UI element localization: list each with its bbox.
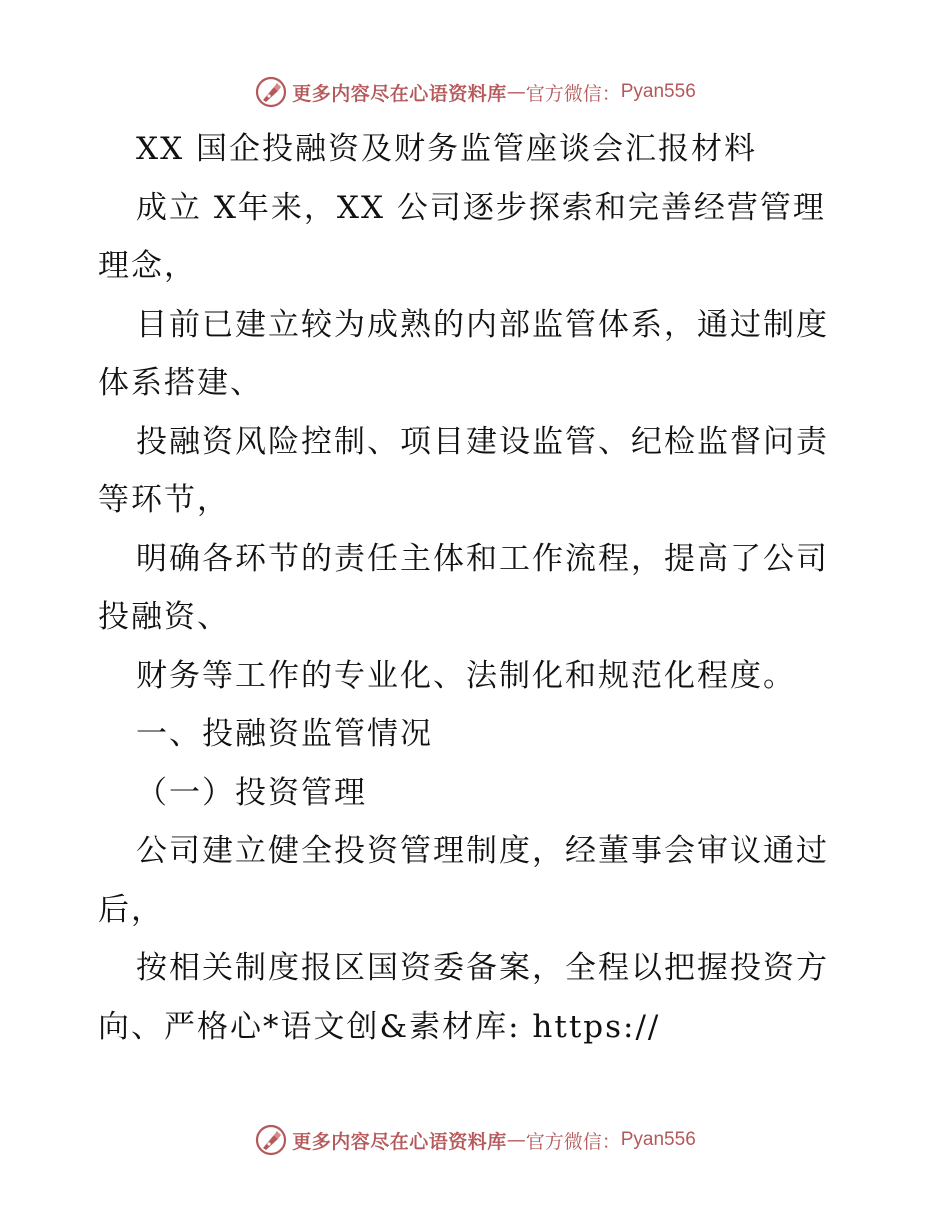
watermark-brand: 更多内容尽在心语资料库 xyxy=(292,82,507,105)
pen-nib-logo-icon xyxy=(254,1123,288,1157)
header-watermark xyxy=(0,72,950,112)
watermark-brand: 更多内容尽在心语资料库 xyxy=(292,1130,507,1153)
watermark-contact: 官方微信： xyxy=(525,82,621,105)
subsection-heading: （一）投资管理 xyxy=(136,774,367,811)
paragraph: 按相关制度报区国资委备案，全程以把握投资方向、严格心*语文创&素材库: https:// xyxy=(98,950,829,1045)
paragraph: 公司建立健全投资管理制度，经董事会审议通过后， xyxy=(98,833,829,928)
watermark-contact: 官方微信： xyxy=(525,1130,621,1153)
document-body xyxy=(98,120,858,1056)
paragraph: 投融资风险控制、项目建设监管、纪检监督问责等环节， xyxy=(98,423,829,518)
paragraph: 目前已建立较为成熟的内部监管体系，通过制度体系搭建、 xyxy=(98,306,829,401)
paragraph: 明确各环节的责任主体和工作流程，提高了公司投融资、 xyxy=(98,540,829,635)
watermark-handle: Pyan556 xyxy=(620,1129,696,1150)
watermark-dash: — xyxy=(506,81,526,103)
watermark-handle: Pyan556 xyxy=(620,81,696,102)
paragraph: 财务等工作的专业化、法制化和规范化程度。 xyxy=(136,657,796,694)
section-heading: 一、投融资监管情况 xyxy=(136,716,433,752)
paragraph: 成立 X年来，XX 公司逐步探索和完善经营管理理念， xyxy=(98,189,826,284)
pen-nib-logo-icon xyxy=(254,75,288,109)
document-title: XX 国企投融资及财务监管座谈会汇报材料 xyxy=(136,131,757,167)
watermark-dash: — xyxy=(506,1129,526,1151)
footer-watermark xyxy=(0,1120,950,1160)
